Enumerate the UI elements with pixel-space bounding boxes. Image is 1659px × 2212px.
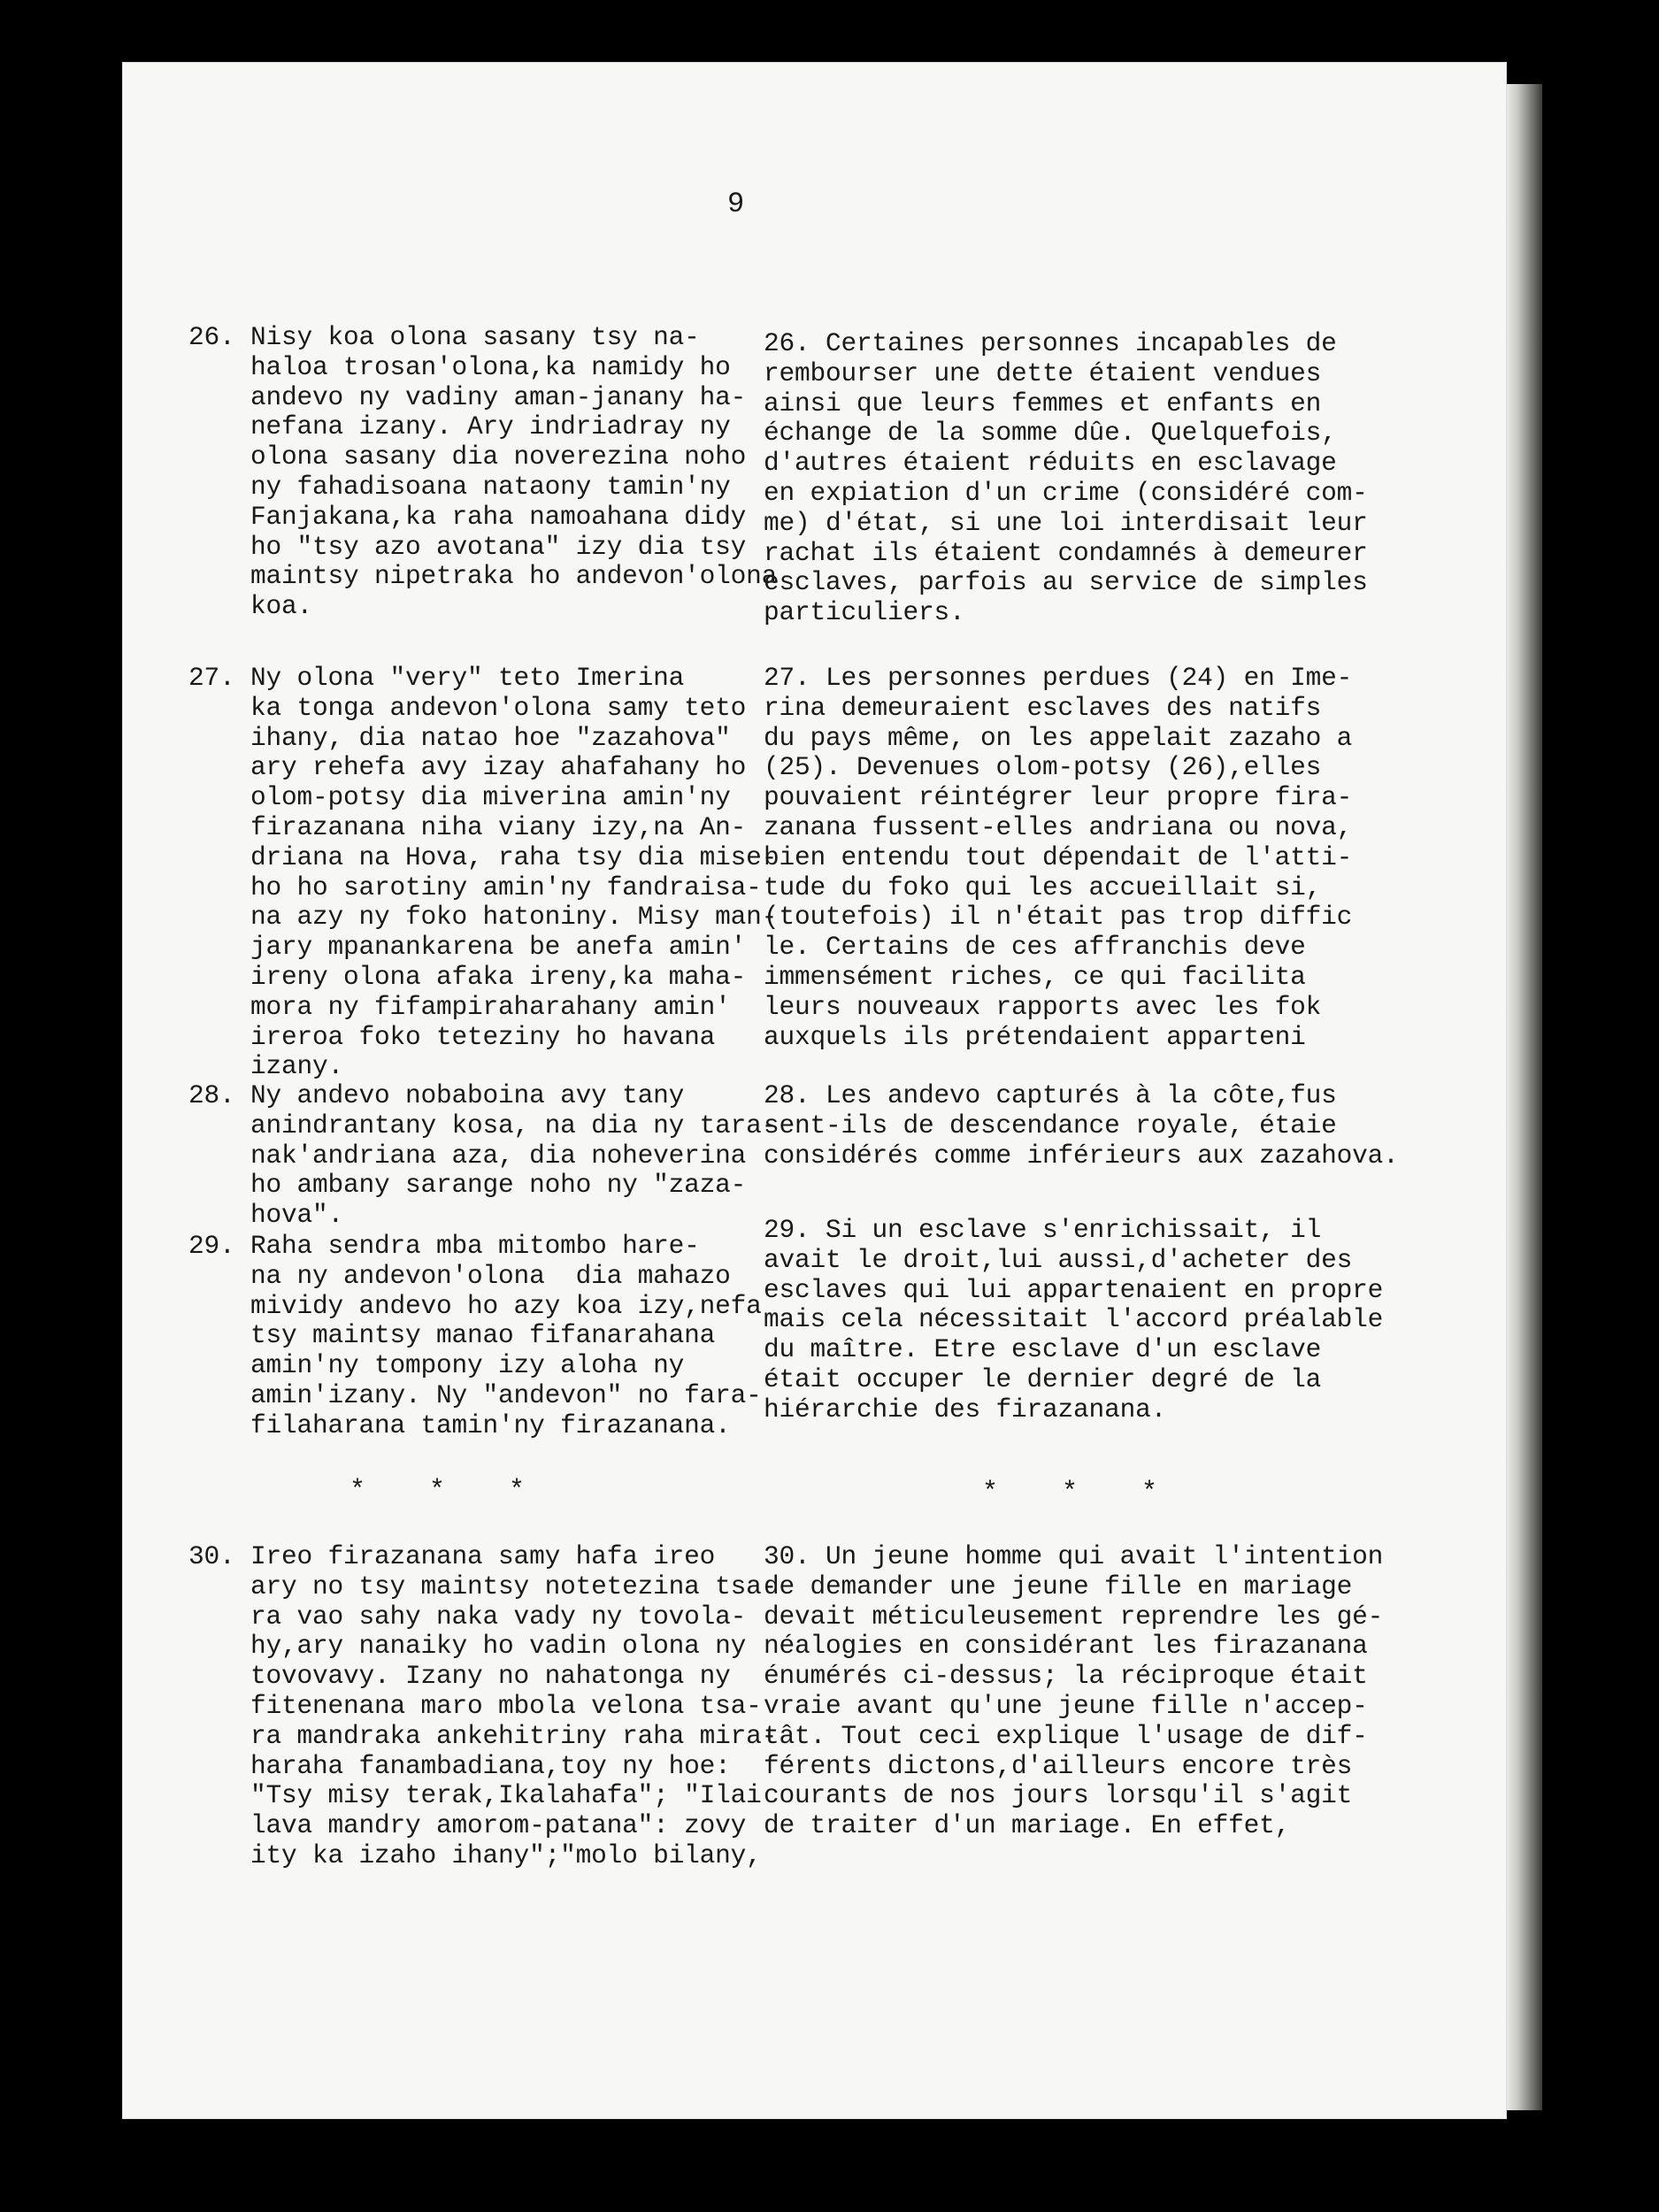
left-column-block-28 <box>188 1080 778 1231</box>
left-section-separator: * * * <box>349 1476 526 1506</box>
left-paragraph-28: 28. Ny andevo nobaboina avy tany anindrantany kosa, na dia ny tara- nak'andriana aza, dia noheverina ho ambany sarange noho ny "zaza- hova". <box>188 1080 778 1231</box>
right-column-block-28 <box>764 1081 1401 1171</box>
left-paragraph-30: 30. Ireo firazanana samy hafa ireo ary no tsy maintsy notetezina tsa- ra vao sahy naka vady ny tovola- hy,ary nanaiky ho vadin olona ny tovovavy. Izany no nahatonga ny fitenenana maro mbola velona tsa- ra mandraka ankehitriny raha mira- haraha fanambadiana,toy ny hoe: "Tsy misy terak,Ikalahafa"; "Ilai lava mandry amorom-patana": zovy ity ka izaho ihany";"molo bilany, <box>188 1541 778 1870</box>
left-column-block-30 <box>188 1541 778 1871</box>
right-column-block-30 <box>764 1542 1401 1841</box>
right-column-block-29 <box>764 1216 1401 1425</box>
right-paragraph-28: 28. Les andevo capturés à la côte,fus sent-ils de descendance royale, étaie considérés comme inférieurs aux zazahova. <box>764 1080 1399 1171</box>
right-paragraph-30: 30. Un jeune homme qui avait l'intention de demander une jeune fille en mariage devait méticuleusement reprendre les gé- néalogies en considérant les firazanana énumérés ci-dessus; la réciproque était vraie avant qu'une jeune fille n'accep- tât. Tout ceci explique l'usage de dif- férents dictons,d'ailleurs encore très courants de nos jours lorsqu'il s'agit de traiter d'un mariage. En effet, <box>764 1541 1384 1841</box>
right-paragraph-26: 26. Certaines personnes incapables de rembourser une dette étaient vendues ainsi que leurs femmes et enfants en échange de la somme dûe. Quelquefois, d'autres étaient réduits en esclavage en expiation d'un crime (considéré com- me) d'état, si une loi interdisait leur rachat ils étaient condamnés à demeurer esclaves, parfois au service de simples particuliers. <box>764 328 1368 628</box>
right-column <box>764 329 1401 628</box>
left-column-block-27 <box>188 663 778 1082</box>
left-paragraph-29: 29. Raha sendra mba mitombo hare- na ny andevon'olona dia mahazo mividy andevo ho azy koa izy,nefa tsy maintsy manao fifanarahana amin'ny tompony izy aloha ny amin'izany. Ny "andevon" no fara- filaharana tamin'ny firazanana. <box>188 1231 762 1440</box>
right-paragraph-27: 27. Les personnes perdues (24) en Ime- rina demeuraient esclaves des natifs du pays même, on les appelait zazaho a (25). Devenues olom-potsy (26),elles pouvaient réintégrer leur propre fira- zanana fussent-elles andriana ou nova, bien entendu tout dépendait de l'atti- tude du foko qui les accueillait si, (toutefois) il n'était pas trop diffic le. Certains de ces affranchis deve immensément riches, ce qui facilita leurs nouveaux rapports avec les fok auxquels ils prétendaient apparteni <box>764 663 1353 1052</box>
left-paragraph-26: 26. Nisy koa olona sasany tsy na- haloa trosan'olona,ka namidy ho andevo ny vadiny aman-janany ha- nefana izany. Ary indriadray ny olona sasany dia noverezina noho ny fahadisoana nataony tamin'ny Fanjakana,ka raha namoahana didy ho "tsy azo avotana" izy dia tsy maintsy nipetraka ho andevon'olona koa. <box>188 322 778 622</box>
left-paragraph-27: 27. Ny olona "very" teto Imerina ka tonga andevon'olona samy teto ihany, dia natao hoe "zazahova" ary rehefa avy izay ahafahany ho olom-potsy dia miverina amin'ny firazanana niha viany izy,na An- driana na Hova, raha tsy dia mise- ho ho sarotiny amin'ny fandraisa- na azy ny foko hatoniny. Misy man- jary mpanankarena be anefa amin' ireny olona afaka ireny,ka maha- mora ny fifampiraharahany amin' ireroa foko teteziny ho havana izany. <box>188 663 778 1082</box>
right-column-block-27 <box>764 664 1401 1052</box>
right-section-separator: * * * <box>982 1478 1158 1508</box>
right-paragraph-29: 29. Si un esclave s'enrichissait, il avait le droit,lui aussi,d'acheter des esclaves qui lui appartenaient en propre mais cela nécessitait l'accord préalable du maître. Etre esclave d'un esclave était occuper le dernier degré de la hiérarchie des firazanana. <box>764 1215 1384 1425</box>
left-column <box>188 322 778 622</box>
left-column-block-29 <box>188 1231 762 1441</box>
page-number: 9 <box>727 188 745 220</box>
book-page-edge <box>1507 84 1542 2110</box>
